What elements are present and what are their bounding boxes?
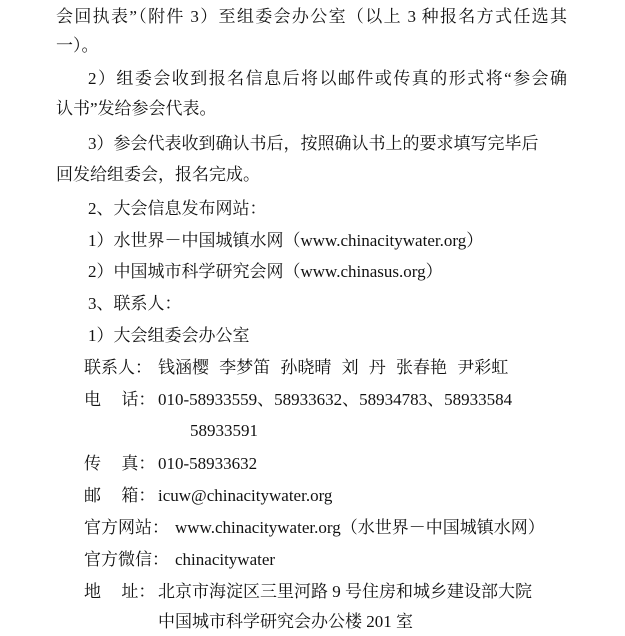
contact-email-row xyxy=(84,484,604,508)
registration-step3-line: 回发给组委会，报名完成。 xyxy=(56,165,260,184)
contact-phone-numbers: 010-58933559、58933632、58934783、58933584 xyxy=(158,390,513,409)
contact-people-label: 联系人： xyxy=(84,358,152,377)
contact-fax-number: 010-58933632 xyxy=(158,454,258,473)
websites-heading: 2、大会信息发布网站： xyxy=(88,199,267,218)
contact-fax-label: 传 真： xyxy=(84,454,156,473)
contact-phone-numbers-continued: 58933591 xyxy=(190,421,258,440)
registration-step1-line: 一）。 xyxy=(56,36,99,55)
registration-step3-line: 3）参会代表收到确认书后，按照确认书上的要求填写完毕后 xyxy=(88,134,539,153)
contact-people-names: 钱涵樱 李梦笛 孙晓晴 刘 丹 张春艳 尹彩虹 xyxy=(158,358,509,377)
registration-step2-line: 认书”发给参会代表。 xyxy=(56,99,217,118)
website-item: 2）中国城市科学研究会网（www.chinasus.org） xyxy=(88,262,443,281)
website-item: 1）水世界－中国城镇水网（www.chinacitywater.org） xyxy=(88,231,484,250)
contact-website-url: www.chinacitywater.org（水世界－中国城镇水网） xyxy=(175,518,545,537)
registration-step2-line: 2）组委会收到报名信息后将以邮件或传真的形式将“参会确 xyxy=(88,69,567,88)
contacts-heading: 3、联系人： xyxy=(88,294,182,313)
contact-website-label: 官方网站： xyxy=(84,518,169,537)
contact-people-row xyxy=(84,356,604,380)
contact-address-label: 地 址： xyxy=(84,582,156,601)
contact-address-line: 北京市海淀区三里河路 9 号住房和城乡建设部大院 xyxy=(158,582,532,601)
contact-wechat-id: chinacitywater xyxy=(175,550,276,569)
contact-wechat-row xyxy=(84,548,604,572)
contact-website-row xyxy=(84,516,604,540)
contact-fax-row xyxy=(84,452,604,476)
contact-phone-row xyxy=(84,388,604,412)
registration-step1-line: 会回执表”（附件 3）至组委会办公室（以上 3 种报名方式任选其 xyxy=(56,7,567,26)
contacts-office: 1）大会组委会办公室 xyxy=(88,326,250,345)
contact-email-label: 邮 箱： xyxy=(84,486,156,505)
contact-phone-label: 电 话： xyxy=(84,390,156,409)
contact-wechat-label: 官方微信： xyxy=(84,550,169,569)
contact-email-address: icuw@chinacitywater.org xyxy=(158,486,333,505)
contact-address-row xyxy=(84,580,604,604)
contact-address-line-continued: 中国城市科学研究会办公楼 201 室 xyxy=(158,612,413,631)
